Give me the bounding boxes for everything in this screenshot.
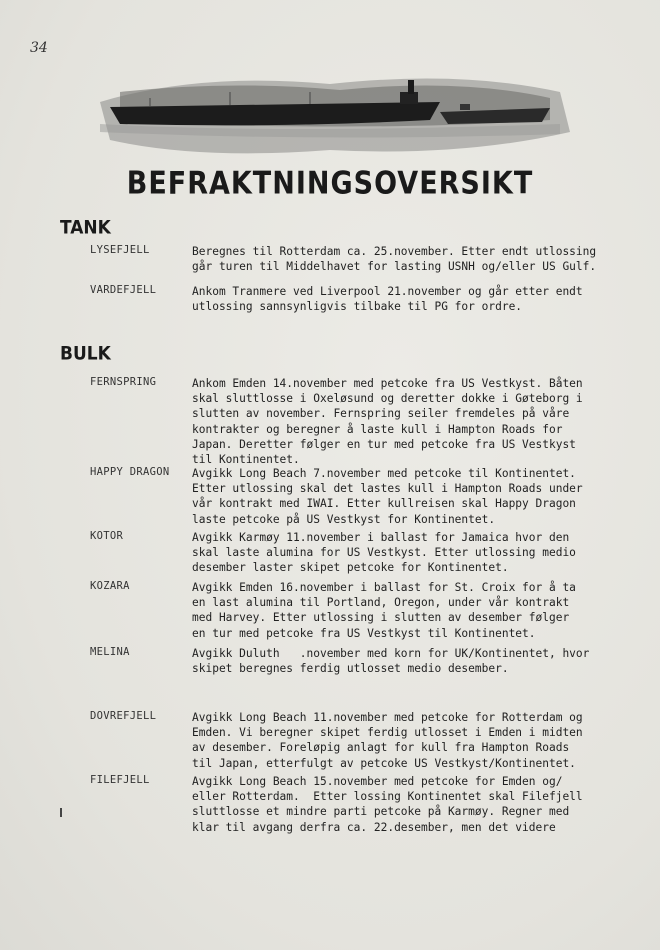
vessel-status: Avgikk Karmøy 11.november i ballast for Jamaica hvor den skal laste alumina for US Vestkyst. Etter utlossing medio desember laster skipet petcoke for Kontinentet. xyxy=(192,531,576,575)
page-number: 34 xyxy=(30,40,48,56)
vessel-status: Avgikk Long Beach 15.november med petcoke for Emden og/ eller Rotterdam. Etter lossing Kontinentet skal Filefjell sluttlosse et mindre parti petcoke på Karmøy. Regner med klar til avgang derfra ca. 22.desember, men det videre xyxy=(192,775,583,834)
vessel-status: Ankom Tranmere ved Liverpool 21.november og går etter endt utlossing sannsynligvis tilbake til PG for ordre. xyxy=(192,285,583,314)
vessel-name: KOTOR xyxy=(90,530,124,542)
vessel-status: Avgikk Long Beach 11.november med petcoke for Rotterdam og Emden. Vi beregner skipet ferdig utlosset i Emden i midten av desember. Foreløpig anlagt for kull fra Hampton Roads til Japan, etterfulgt av petcoke US Vestkyst/Kontinentet. xyxy=(192,711,583,770)
vessel-status: Beregnes til Rotterdam ca. 25.november. Etter endt utlossing går turen til Middelhavet for lasting USNH og/eller US Gulf. xyxy=(192,245,597,274)
vessel-status: Avgikk Duluth .november med korn for UK/Kontinentet, hvor skipet beregnes ferdig utlosset medio desember. xyxy=(192,647,590,676)
vessel-name: FERNSPRING xyxy=(90,376,157,388)
vessel-name: FILEFJELL xyxy=(90,774,150,786)
margin-mark xyxy=(60,808,62,817)
page-title: BEFRAKTNINGSOVERSIKT xyxy=(126,165,534,202)
vessel-name: HAPPY DRAGON xyxy=(90,466,170,478)
vessel-name: LYSEFJELL xyxy=(90,244,150,256)
vessel-name: VARDEFJELL xyxy=(90,284,157,296)
section-heading-tank: TANK xyxy=(60,217,111,239)
vessel-status: Ankom Emden 14.november med petcoke fra US Vestkyst. Båten skal sluttlosse i Oxeløsund og deretter dokke i Gøteborg i slutten av november. Fernspring seiler fremdeles på våre kontrakter og beregner å laste kull i Hampton Roads for Japan. Deretter følger en tur med petcoke fra US Vestkyst til Kontinentet. xyxy=(192,377,583,467)
vessel-status: Avgikk Long Beach 7.november med petcoke til Kontinentet. Etter utlossing skal det lastes kull i Hampton Roads under vår kontrakt med IWAI. Etter kullreisen skal Happy Dragon laste petcoke på US Vestkyst for Kontinentet. xyxy=(192,467,583,526)
vessel-name: KOZARA xyxy=(90,580,130,592)
section-heading-bulk: BULK xyxy=(60,343,111,365)
vessel-status: Avgikk Emden 16.november i ballast for St. Croix for å ta en last alumina til Portland, Oregon, under vår kontrakt med Harvey. Etter utlossing i slutten av desember følger en tur med petcoke fra US Vestkyst til Kontinentet. xyxy=(192,581,576,640)
vessel-name: DOVREFJELL xyxy=(90,710,157,722)
vessel-name: MELINA xyxy=(90,646,130,658)
ship-illustration xyxy=(80,62,580,162)
